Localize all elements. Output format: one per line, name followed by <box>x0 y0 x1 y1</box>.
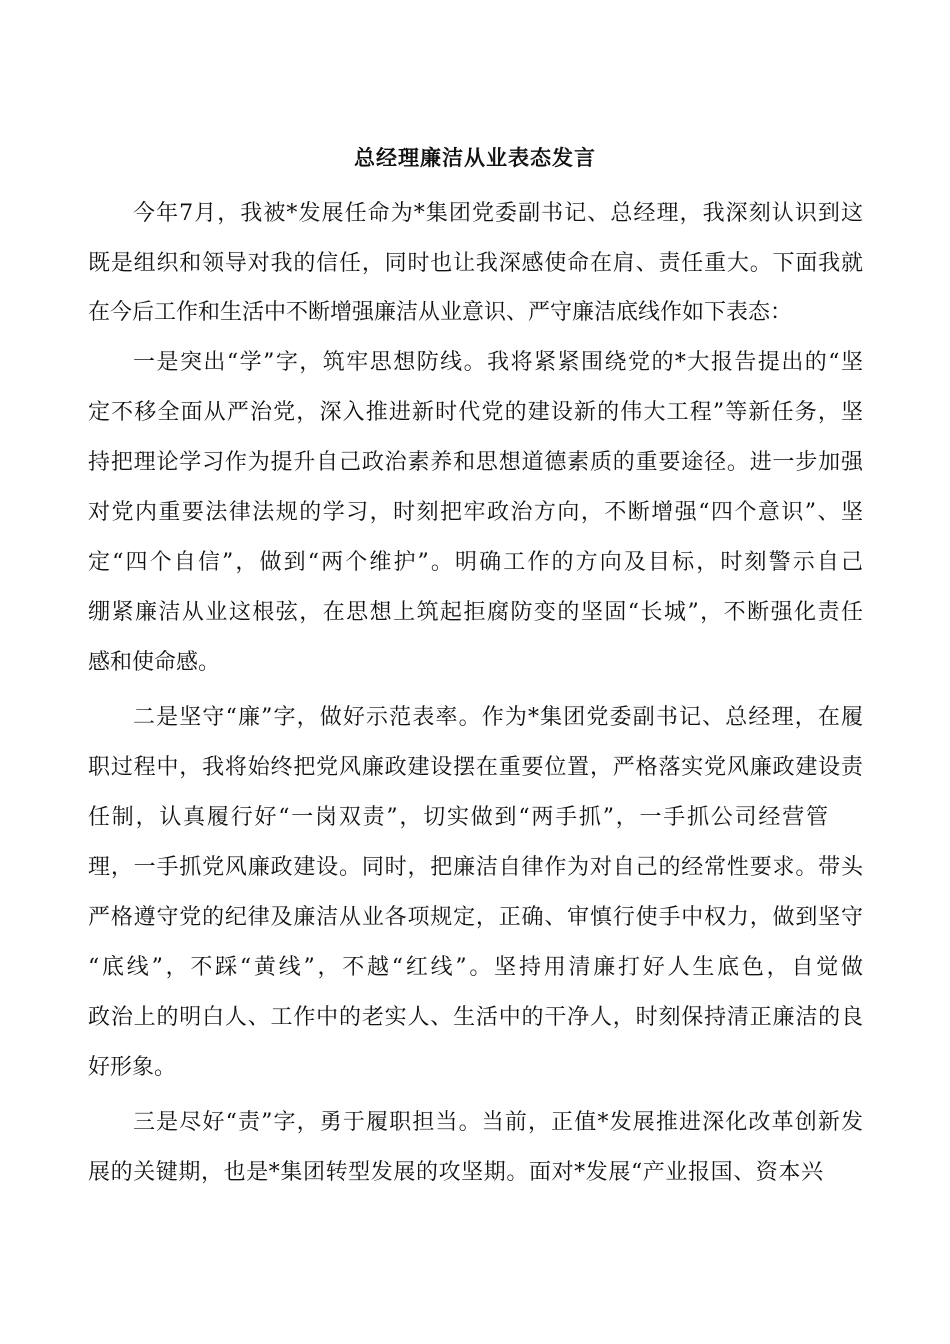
paragraph-3-line-8: 好形象。 <box>88 1055 177 1080</box>
paragraph-3-line-1: 二是坚守“廉”字，做好示范表率。作为*集团党委副书记、总经理，在履 <box>133 705 863 730</box>
document-title: 总经理廉洁从业表态发言 <box>354 145 596 170</box>
paragraph-1-line-3: 在今后工作和生活中不断增强廉洁从业意识、严守廉洁底线作如下表态： <box>88 300 793 325</box>
paragraph-2-line-7: 感和使命感。 <box>88 650 221 675</box>
paragraph-3-line-4: 理，一手抓党风廉政建设。同时，把廉洁自律作为对自己的经常性要求。带头 <box>88 855 863 880</box>
paragraph-2-line-4: 对党内重要法律法规的学习，时刻把牢政治方向，不断增强“四个意识”、坚 <box>88 500 863 525</box>
paragraph-1-line-2: 既是组织和领导对我的信任，同时也让我深感使命在肩、责任重大。下面我就 <box>88 251 863 276</box>
paragraph-3-line-3: 任制，认真履行好“一岗双责”，切实做到“两手抓”，一手抓公司经营管 <box>88 805 828 830</box>
paragraph-2-line-1: 一是突出“学”字，筑牢思想防线。我将紧紧围绕党的*大报告提出的“坚 <box>133 350 863 375</box>
paragraph-2-line-3: 持把理论学习作为提升自己政治素养和思想道德素质的重要途径。进一步加强 <box>88 450 863 475</box>
paragraph-2-line-5: 定“四个自信”，做到“两个维护”。明确工作的方向及目标，时刻警示自己 <box>88 550 863 575</box>
paragraph-3-line-2: 职过程中，我将始终把党风廉政建设摆在重要位置，严格落实党风廉政建设责 <box>88 755 863 780</box>
paragraph-2-line-6: 绷紧廉洁从业这根弦，在思想上筑起拒腐防变的坚固“长城”，不断强化责任 <box>88 600 863 625</box>
paragraph-3-line-5: 严格遵守党的纪律及廉洁从业各项规定，正确、审慎行使手中权力，做到坚守 <box>88 905 863 930</box>
paragraph-3-line-6: “底线”，不踩“黄线”，不越“红线”。坚持用清廉打好人生底色，自觉做 <box>88 955 863 980</box>
paragraph-2-line-2: 定不移全面从严治党，深入推进新时代党的建设新的伟大工程”等新任务，坚 <box>88 400 863 425</box>
paragraph-1-line-1: 今年7月，我被*发展任命为*集团党委副书记、总经理，我深刻认识到这 <box>133 201 863 226</box>
paragraph-4-line-2: 展的关键期，也是*集团转型发展的攻坚期。面对*发展“产业报国、资本兴 <box>88 1160 823 1185</box>
paragraph-4-line-1: 三是尽好“责”字，勇于履职担当。当前，正值*发展推进深化改革创新发 <box>133 1110 863 1135</box>
paragraph-3-line-7: 政治上的明白人、工作中的老实人、生活中的干净人，时刻保持清正廉洁的良 <box>88 1005 863 1030</box>
